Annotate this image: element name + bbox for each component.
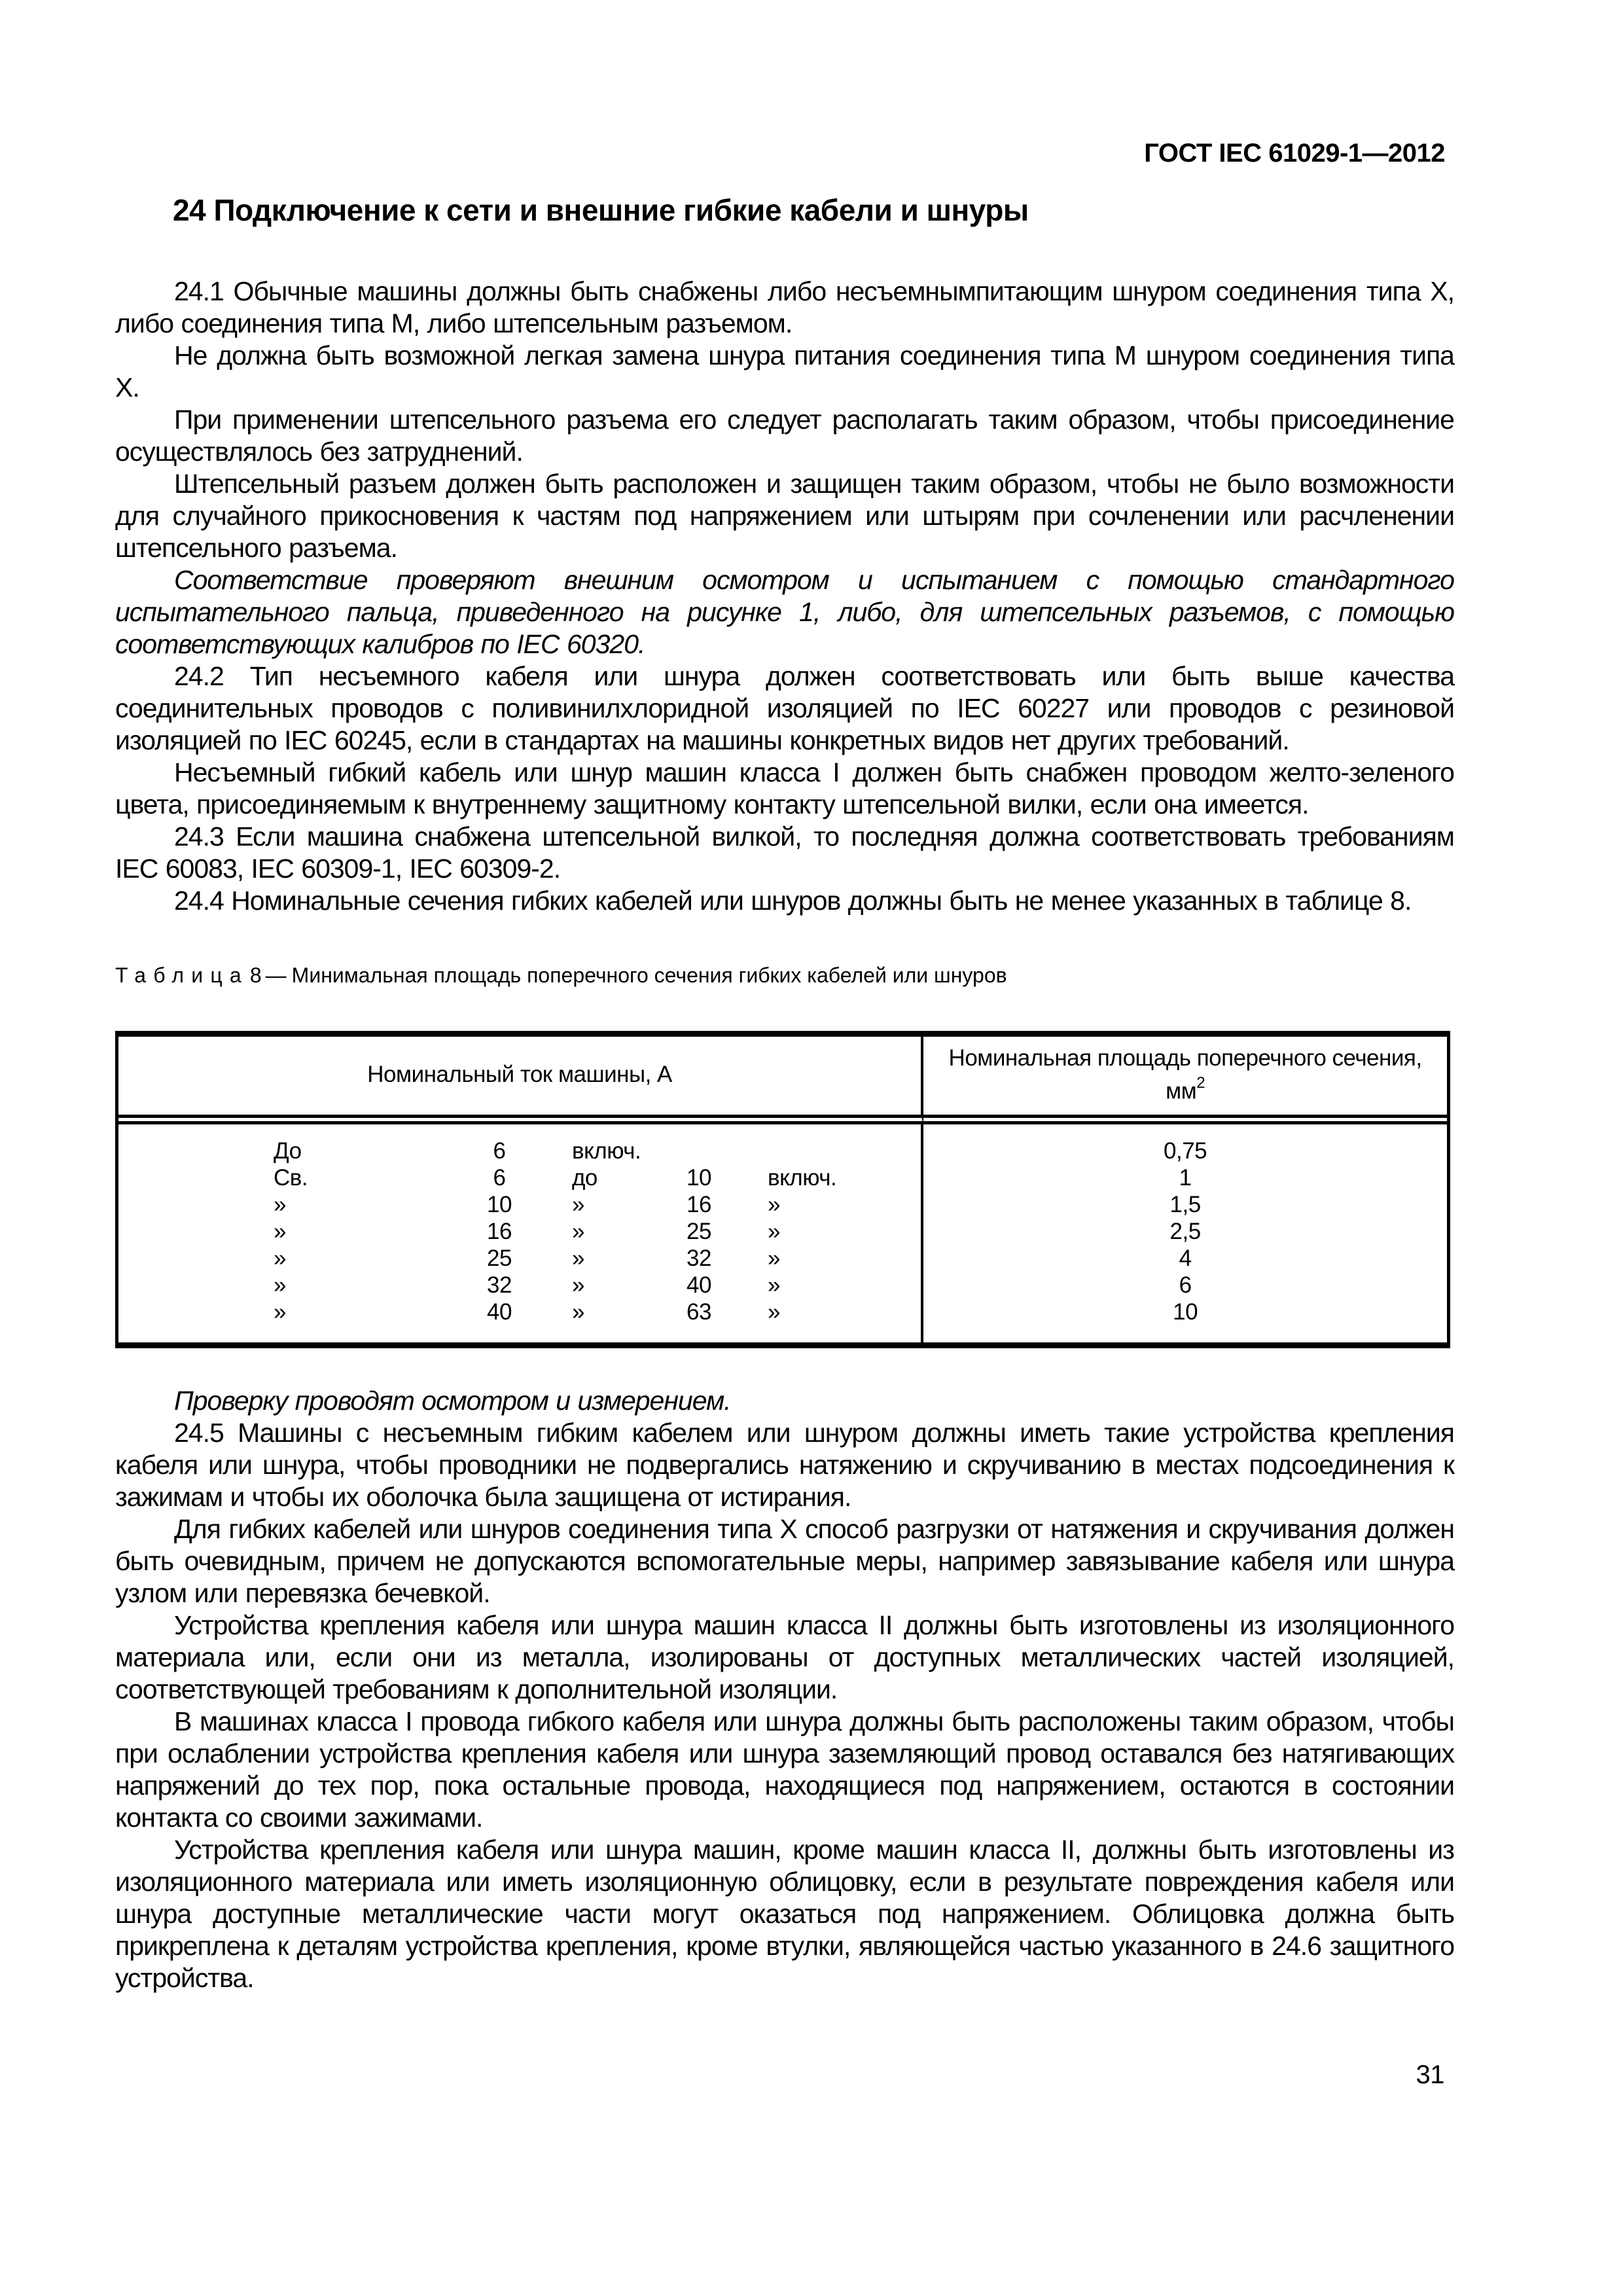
- table-caption-dash: —: [265, 963, 287, 987]
- paragraph: 24.2 Тип несъемного кабеля или шнура должен соответствовать или быть выше качества соединительных проводов с поливинилхлоридной изоляцией по IEC 60227 или проводов с резиновой изоляцией по IEC 60245, если в стандартах на машины конкретных видов нет других требований.: [115, 661, 1454, 755]
- paragraph: В машинах класса I провода гибкого кабеля или шнура должны быть расположены таким образом, чтобы при ослаблении устройства крепления кабеля или шнура заземляющий провод оставался без натягивающих напряжений до тех пор, пока остальные провода, находящиеся под напряжением, остаются в состоянии контакта со своими зажимами.: [115, 1706, 1454, 1833]
- table-8: [115, 1031, 1450, 1348]
- table-caption-number: 8: [249, 963, 262, 987]
- paragraph: 24.3 Если машина снабжена штепсельной вилкой, то последняя должна соответствовать требованиям IEC 60083, IEC 60309-1, IEC 60309-2.: [115, 821, 1454, 884]
- table-value: 1: [1179, 1164, 1192, 1191]
- table-value: 2,5: [1169, 1218, 1201, 1244]
- paragraph: Не должна быть возможной легкая замена шнура питания соединения типа М шнуром соединения типа X.: [115, 340, 1454, 403]
- table-row: » 10 » 16 »: [274, 1191, 780, 1217]
- table-area-column: [923, 1124, 1447, 1342]
- paragraph-compliance: Соответствие проверяют внешним осмотром и испытанием с помощью стандартного испытательного пальца, приведенного на рисунке 1, либо, для штепсельных разъемов, с помощью соответствующих калибров по IEC 60320.: [115, 565, 1454, 659]
- paragraph: 24.4 Номинальные сечения гибких кабелей или шнуров должны быть не менее указанных в таблице 8.: [174, 886, 1412, 916]
- table-caption: [115, 963, 1454, 988]
- table-col2-header-unit: $мм^2$: [1166, 1074, 1205, 1104]
- section-heading: 24 Подключение к сети и внешние гибкие кабели и шнуры: [173, 193, 1029, 227]
- paragraph: 24.1 Обычные машины должны быть снабжены либо несъемнымпитающим шнуром соединения типа X, либо соединения типа М, либо штепсельным разъемом.: [115, 276, 1454, 338]
- table-col2-header-line1: Номинальная площадь поперечного сечения,: [948, 1045, 1422, 1071]
- table-value: 6: [1179, 1272, 1192, 1298]
- page-number: 31: [1416, 2060, 1444, 2089]
- paragraph: 24.5 Машины с несъемным гибким кабелем или шнуром должны иметь такие устройства крепления кабеля или шнура, чтобы проводники не подвергались натяжению и скручиванию в местах подсоединения к зажимам и чтобы их оболочка была защищена от истирания.: [115, 1417, 1454, 1512]
- paragraph: При применении штепсельного разъема его следует располагать таким образом, чтобы присоединение осуществлялось без затруднений.: [115, 404, 1454, 467]
- table-value: 1,5: [1169, 1191, 1201, 1217]
- paragraph: Для гибких кабелей или шнуров соединения типа X способ разгрузки от натяжения и скручивания должен быть очевидным, причем не допускаются вспомогательные меры, например завязывание кабеля или шнура узлом или перевязка бечевкой.: [115, 1513, 1454, 1608]
- table-row: » 32 » 40 »: [274, 1272, 780, 1298]
- paragraph: Устройства крепления кабеля или шнура машин класса II должны быть изготовлены из изоляционного материала или, если они из металла, изолированы от доступных металлических частей изоляцией, соответствующей требованиям к дополнительной изоляции.: [115, 1609, 1454, 1704]
- table-value: 4: [1179, 1245, 1192, 1271]
- paragraph: Устройства крепления кабеля или шнура машин, кроме машин класса II, должны быть изготовлены из изоляционного материала или иметь изоляционную облицовку, если в результате повреждения кабеля или шнура доступные металлические части могут оказаться под напряжением. Облицовка должна быть прикреплена к деталям устройства крепления, кроме втулки, являющейся частью указанного в 24.6 защитного устройства.: [115, 1834, 1454, 1993]
- table-row: » 40 » 63 »: [274, 1299, 780, 1325]
- table-value: 10: [1173, 1299, 1198, 1325]
- paragraph: Штепсельный разъем должен быть расположен и защищен таким образом, чтобы не было возможности для случайного прикосновения к частям под напряжением или штырям при сочленении или расчленении штепсельного разъема.: [115, 469, 1454, 563]
- superscript-2: 2: [1196, 1074, 1205, 1092]
- table-caption-title: Минимальная площадь поперечного сечения гибких кабелей или шнуров: [291, 963, 1007, 987]
- table-current-column: [118, 1124, 923, 1342]
- standard-designation: ГОСТ IEC 61029-1—2012: [1144, 139, 1445, 168]
- table-row: До 6 включ.: [274, 1138, 641, 1164]
- table-row: » 16 » 25 »: [274, 1218, 780, 1244]
- table-row: » 25 » 32 »: [274, 1245, 780, 1271]
- table-caption-label: Таблица: [115, 963, 249, 987]
- table-col2-header: [923, 1037, 1447, 1124]
- page-content: [115, 0, 1454, 1994]
- table-value: 0,75: [1164, 1138, 1207, 1164]
- paragraph: Несъемный гибкий кабель или шнур машин класса I должен быть снабжен проводом желто-зеленого цвета, присоединяемым к внутреннему защитному контакту штепсельной вилки, если она имеется.: [115, 757, 1454, 819]
- table-col1-header: Номинальный ток машины, А: [118, 1037, 923, 1124]
- paragraph-compliance: Проверку проводят осмотром и измерением.: [174, 1385, 731, 1416]
- table-row: Св. 6 до 10 включ.: [274, 1164, 837, 1191]
